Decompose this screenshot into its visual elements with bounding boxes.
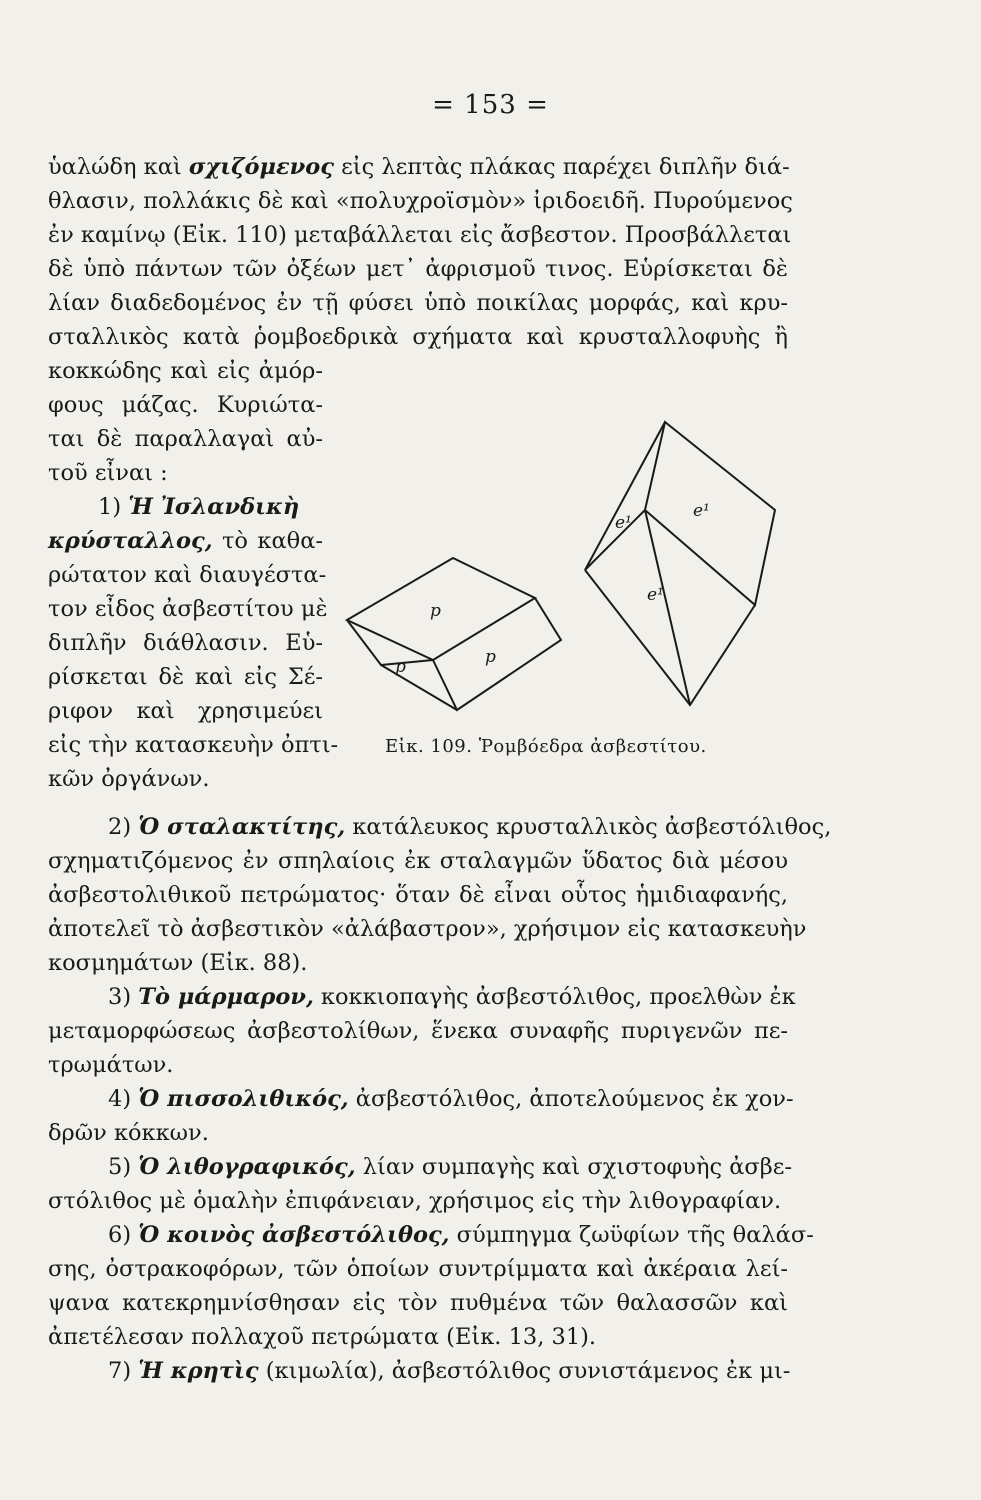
label-e-right: e¹ <box>693 501 710 521</box>
term-schizomenos: σχιζόμενος <box>188 154 334 180</box>
intro-line: λίαν διαδεδομένος ἐν τῇ φύσει ὑπὸ ποικίλας μορφάς, καὶ κρυ- <box>48 290 788 316</box>
narrow-line: φους μάζας. Κυριώτα- <box>48 392 323 418</box>
item7-line: 7) Ἡ κρητὶς (κιμωλία), ἀσβεστόλιθος συνιστάμενος ἐκ μι- <box>108 1358 791 1384</box>
page-number: = 153 = <box>432 90 549 120</box>
item1-line: ρώτατον καὶ διαυγέστα- <box>48 562 327 588</box>
narrow-line: τοῦ εἶναι : <box>48 460 168 486</box>
item2-line: 2) Ὁ σταλακτίτης, κατάλευκος κρυσταλλικὸς ἀσβεστόλιθος, <box>108 814 832 840</box>
item1-line: ρίσκεται δὲ καὶ εἰς Σέ- <box>48 664 323 690</box>
narrow-line: ται δὲ παραλλαγαὶ αὐ- <box>48 426 323 452</box>
item1-line: ριφον καὶ χρησιμεύει <box>48 698 323 724</box>
narrow-line: κοκκώδης καὶ εἰς ἀμόρ- <box>48 358 323 384</box>
label-e-bottom: e¹ <box>647 585 664 605</box>
term-krystallos: κρύσταλλος, <box>48 528 213 554</box>
item4-line: δρῶν κόκκων. <box>48 1120 209 1146</box>
item3-line: 3) Τὸ μάρμαρον, κοκκιοπαγὴς ἀσβεστόλιθος, προελθὼν ἐκ <box>108 984 796 1010</box>
item2-line: ἀσβεστολιθικοῦ πετρώματος· ὅταν δὲ εἶναι οὗτος ἡμιδιαφανής, <box>48 882 788 908</box>
left-rhombohedron-front <box>433 598 561 710</box>
item6-line: ψανα κατεκρημνίσθησαν εἰς τὸν πυθμένα τῶν θαλασσῶν καὶ <box>48 1290 788 1316</box>
item6-line: 6) Ὁ κοινὸς ἀσβεστόλιθος, σύμπηγμα ζωϋφίων τῆς θαλάσ- <box>108 1222 814 1248</box>
item1-heading: 1) Ἡ Ἰσλανδικὴ <box>98 494 300 520</box>
item1-line: τον εἶδος ἀσβεστίτου μὲ <box>48 596 328 622</box>
term-stalaktitis: Ὁ σταλακτίτης, <box>138 814 346 840</box>
intro-line: θλασιν, πολλάκις δὲ καὶ «πολυχροϊσμὸν» ἰριδοειδῆ. Πυρούμενος <box>48 188 793 214</box>
term-lithografikos: Ὁ λιθογραφικός, <box>138 1154 356 1180</box>
figure-caption: Εἰκ. 109. Ῥομβόεδρα ἀσβεστίτου. <box>385 736 707 757</box>
item4-line: 4) Ὁ πισσολιθικός, ἀσβεστόλιθος, ἀποτελούμενος ἐκ χον- <box>108 1086 794 1112</box>
item2-line: ἀποτελεῖ τὸ ἀσβεστικὸν «ἀλάβαστρον», χρήσιμον εἰς κατασκευὴν <box>48 916 807 942</box>
left-rhombohedron-top <box>347 558 535 660</box>
items-block <box>48 810 832 1388</box>
right-rhombohedron-bottom <box>585 570 755 705</box>
item6-line: σης, ὀστρακοφόρων, τῶν ὁποίων συντρίμματα καὶ ἀκέραια λεί- <box>48 1256 788 1282</box>
label-p-top: p <box>430 601 441 621</box>
item1-line: κῶν ὀργάνων. <box>48 766 210 792</box>
right-rhombohedron-right-face <box>645 422 775 605</box>
label-p-right: p <box>485 647 496 667</box>
item6-line: ἀπετέλεσαν πολλαχοῦ πετρώματα (Εἰκ. 13, 31). <box>48 1324 597 1350</box>
item5-line: στόλιθος μὲ ὁμαλὴν ἐπιφάνειαν, χρήσιμος εἰς τὴν λιθογραφίαν. <box>48 1188 782 1214</box>
intro-line: σταλλικὸς κατὰ ῥομβοεδρικὰ σχήματα καὶ κρυσταλλοφυὴς ἢ <box>48 324 788 350</box>
term-islandiki: Ἡ Ἰσλανδικὴ <box>128 494 300 520</box>
item1-line: κρύσταλλος, τὸ καθα- <box>48 528 323 554</box>
intro-paragraph <box>48 150 793 354</box>
term-koinos-asvestolithos: Ὁ κοινὸς ἀσβεστόλιθος, <box>138 1222 450 1248</box>
intro-line: ὑαλώδη καὶ σχιζόμενος εἰς λεπτὰς πλάκας παρέχει διπλῆν διά- <box>48 154 790 180</box>
term-pissolithikos: Ὁ πισσολιθικός, <box>138 1086 349 1112</box>
label-e-left: e¹ <box>615 513 632 533</box>
label-p-left: p <box>395 657 406 677</box>
item2-line: κοσμημάτων (Εἰκ. 88). <box>48 950 308 976</box>
narrow-column <box>48 354 339 796</box>
term-kritis: Ἡ κρητὶς <box>138 1358 259 1384</box>
item1-line: διπλῆν διάθλασιν. Εὑ- <box>48 630 323 656</box>
intro-line: ἐν καμίνῳ (Εἰκ. 110) μεταβάλλεται εἰς ἄσβεστον. Προσβάλλεται <box>48 222 792 248</box>
item1-line: εἰς τὴν κατασκευὴν ὀπτι- <box>48 732 339 758</box>
item3-line: μεταμορφώσεως ἀσβεστολίθων, ἕνεκα συναφῆς πυριγενῶν πε- <box>48 1018 788 1044</box>
rhombohedra-figure <box>335 410 795 740</box>
item3-line: τρωμάτων. <box>48 1052 174 1078</box>
item5-line: 5) Ὁ λιθογραφικός, λίαν συμπαγὴς καὶ σχιστοφυὴς ἀσβε- <box>108 1154 793 1180</box>
item2-line: σχηματιζόμενος ἐν σπηλαίοις ἐκ σταλαγμῶν ὕδατος διὰ μέσου <box>48 848 788 874</box>
intro-line: δὲ ὑπὸ πάντων τῶν ὀξέων μετ᾽ ἀφρισμοῦ τινος. Εὑρίσκεται δὲ <box>48 256 788 282</box>
term-marmaron: Τὸ μάρμαρον, <box>138 984 314 1010</box>
